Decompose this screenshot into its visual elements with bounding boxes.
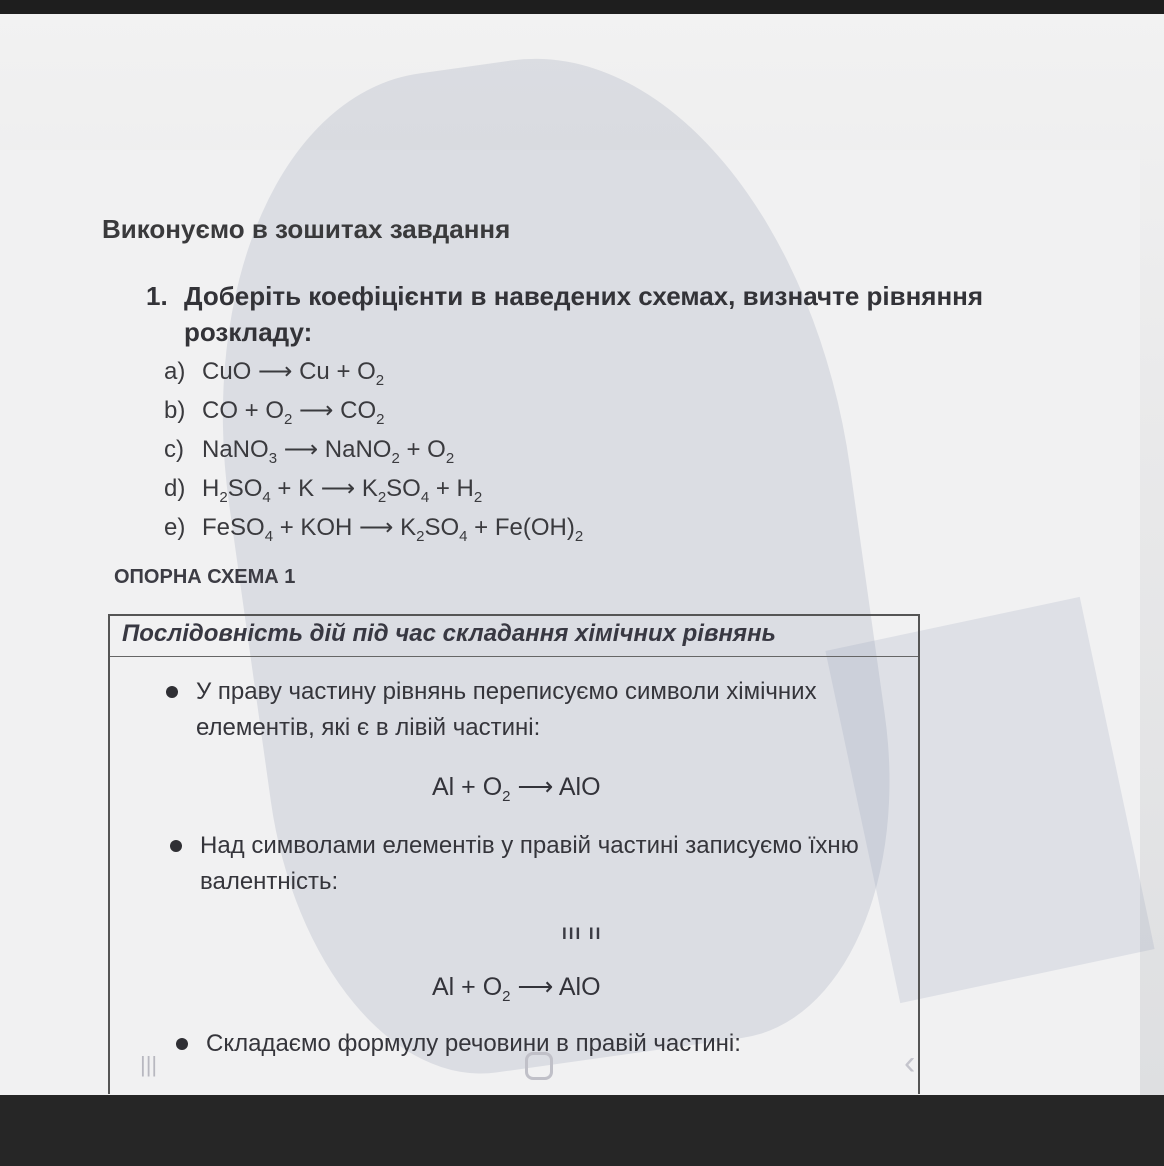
- scheme-title: ОПОРНА СХЕМА 1: [114, 566, 296, 588]
- equation-list: [164, 352, 583, 547]
- scheme-bullet-1: [196, 674, 906, 746]
- equation-formula: $H_2SO_4 + K$ ⟶ $K_2SO_4 + H_2$: [202, 475, 483, 506]
- scheme-bullet-2: [200, 828, 900, 900]
- task-number: 1.: [146, 281, 168, 311]
- equation-item: [164, 469, 583, 508]
- bullet-dot-icon: [166, 686, 178, 698]
- bullet-text: У праву частину рівнянь переписуємо символи хімічних елементів, які є в лівій частині:: [196, 678, 817, 741]
- scheme-formula-2: $Al + O_2$ ⟶ AlO: [432, 973, 601, 1005]
- scheme-formula-1: $Al + O_2$ ⟶ AlO: [432, 773, 601, 805]
- task-text: Доберіть коефіцієнти в наведених схемах, визначте рівняння розкладу:: [184, 281, 984, 347]
- bullet-text: Складаємо формулу речовини в правій частині:: [206, 1030, 741, 1057]
- back-button[interactable]: ‹: [904, 1044, 916, 1082]
- equation-label: b): [164, 397, 186, 424]
- bullet-text: Над символами елементів у правій частині записуємо їхню валентність:: [200, 832, 859, 895]
- device-bezel: [0, 1095, 1164, 1166]
- equation-item: [164, 508, 583, 547]
- home-button[interactable]: [525, 1052, 553, 1080]
- equation-formula: NaNO$_3$ ⟶ NaNO$_2$ + $O_2$: [202, 436, 455, 467]
- equation-label: d): [164, 475, 186, 502]
- page-heading: Виконуємо в зошитах завдання: [102, 214, 511, 244]
- scheme-box: [108, 614, 920, 1094]
- system-nav-bar: [0, 1030, 1164, 1095]
- equation-label: c): [164, 436, 184, 463]
- equation-item: [164, 352, 583, 391]
- recents-button[interactable]: |||: [140, 1052, 158, 1077]
- equation-label: a): [164, 358, 186, 385]
- bullet-dot-icon: [170, 840, 182, 852]
- equation-formula: CuO ⟶ $Cu + O_2$: [202, 358, 385, 389]
- equation-label: e): [164, 514, 186, 541]
- valence-marks: III II: [562, 924, 603, 943]
- equation-item: [164, 391, 583, 430]
- equation-formula: FeSO$_4$ + KOH ⟶ $K_2SO_4 + Fe(OH)_2$: [202, 514, 584, 545]
- equation-item: [164, 430, 583, 469]
- equation-formula: CO + $O_2$ ⟶ $CO_2$: [202, 397, 385, 428]
- scheme-box-title: Послідовність дій під час складання хімічних рівнянь: [122, 620, 776, 647]
